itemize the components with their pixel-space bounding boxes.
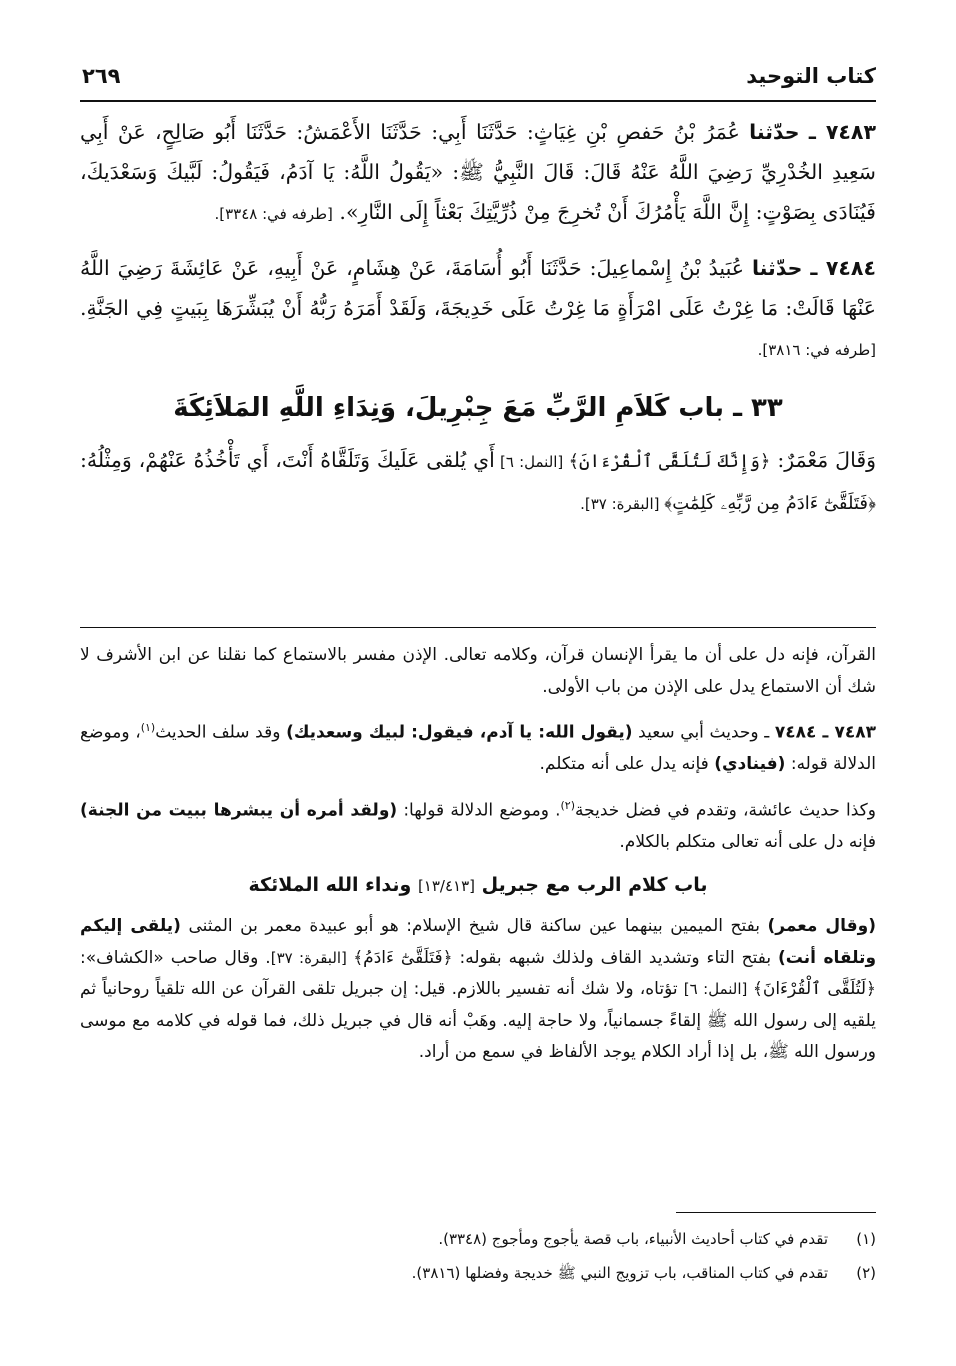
commentary-paragraph bbox=[80, 712, 876, 781]
verse-reference: [النمل: ٦] bbox=[683, 980, 753, 999]
footnote-text: تقدم في كتاب أحاديث الأنبياء، باب قصة يأجوج ومأجوج (٣٣٤٨). bbox=[438, 1230, 828, 1248]
footnote-divider bbox=[676, 1212, 876, 1213]
commentary-text: ـ وحديث أبي سعيد bbox=[632, 722, 775, 743]
volume-page-reference: [١٣/٤١٣] bbox=[417, 877, 475, 896]
page-number: ٢٦٩ bbox=[82, 64, 121, 88]
commentary-text: بفتح التاء وتشديد القاف ولذلك شبهه بقوله: bbox=[452, 947, 779, 968]
quoted-phrase: (ولقد أمره أن يبشرها ببيت من الجنة) bbox=[80, 800, 398, 821]
commentary bbox=[80, 640, 876, 1069]
quran-verse: ﴿فَتَلَقَّىٰٓ ءَادَمُ﴾ bbox=[353, 947, 453, 968]
quoted-phrase: (فينادي) bbox=[714, 754, 786, 775]
quran-verse: ﴿وَإِنَّكَ لَتُلَقَّى ٱلْقُرْءَانَ﴾ bbox=[568, 451, 771, 472]
quoted-phrase: (يلقى إليكم وتلقاه أنت) bbox=[80, 916, 877, 968]
hadith-lead: حدّثنا bbox=[749, 120, 800, 144]
hadith-cross-reference: [طرفه في: ٣٣٤٨]. bbox=[214, 205, 333, 223]
commentary-text: وكذا حديث عائشة، وتقدم في فضل خديجة bbox=[575, 800, 876, 821]
chapter-title: ٣٣ ـ باب كَلاَمِ الرَّبِّ مَعَ جِبْرِيلَ، وَنِدَاءِ اللَّهِ المَلاَئِكَةَ bbox=[173, 393, 783, 423]
commentary-chapter-heading bbox=[80, 868, 876, 903]
hadith-numbers: ٧٤٨٣ ـ ٧٤٨٤ bbox=[774, 722, 876, 743]
chapter-intro-text: وَقَالَ مَعْمَرٌ: bbox=[770, 448, 877, 472]
commentary-text: ، وموضع الدلالة قوله: bbox=[80, 722, 876, 775]
quran-verse: ﴿لَتُلَقَّى ٱلْقُرْءَانَ﴾ bbox=[752, 979, 876, 1000]
commentary-text: تؤتاه، ولا شك أنه تفسير باللازم. قيل: إن جبريل تلقى القرآن عن الله تلقياً روحانياً ثم يلقيه إلى رسول الله ﷺ إلقاءً جسمانياً، ولا حاجة إليه. وهَبْ أنه قال في جبريل ذلك، فما قوله في كلامه مع موسى ورسول الله ﷺ، بل إذا أراد الكلام يوجد الألفاظ في سمع من أراد. bbox=[80, 979, 876, 1063]
footnote bbox=[80, 1222, 876, 1256]
footnote-number: (١) bbox=[856, 1230, 876, 1248]
chapter-intro bbox=[80, 440, 876, 524]
main-text bbox=[80, 112, 876, 524]
hadith-text: عُمَرُ بْنُ حَفصِ بْنِ غِيَاثٍ: حَدَّثَنَا أَبِي: حَدَّثَنَا الأَعْمَشُ: حَدَّثَنَا أَبُو صَالِحٍ، عَنْ أَبِي سَعِيدِ الخُدْرِيِّ رَضِيَ اللَّهُ عَنْهُ قَالَ: قَالَ النَّبِيُّ ﷺ: «يَقُولُ اللَّهُ: يَا آدَمُ، فَيَقُولُ: لَبَّيكَ وَسَعْدَيكَ، فَيُنَادَى بِصَوْتٍ: إِنَّ اللَّهَ يَأْمُرُكَ أَنْ تُخرِجَ مِنْ ذُرِّيَّتِكَ بَعْثاً إِلَى النَّارِ». bbox=[80, 120, 876, 224]
heading-text: باب كلام الرب مع جبريل bbox=[475, 874, 708, 897]
hadith-7483 bbox=[80, 112, 876, 234]
quoted-phrase: (وقال معمر) bbox=[767, 916, 876, 937]
verse-reference: [البقرة: ٣٧]. bbox=[580, 495, 665, 513]
hadith-7484 bbox=[80, 248, 876, 370]
quoted-phrase: (يقول الله: يا آدم، فيقول: لبيك وسعديك) bbox=[286, 722, 633, 743]
commentary-text: بفتح الميمين بينهما عين ساكنة قال شيخ الإسلام: هو أبو عبيدة معمر بن المثنى bbox=[180, 916, 768, 937]
commentary-text: فإنه يدل على أنه متكلم. bbox=[539, 754, 715, 775]
commentary-paragraph: القرآن، فإنه دل على أن ما يقرأ الإنسان قرآن، وكلامه تعالى. الإذن مفسر بالاستماع كما نقلنا عن ابن الأشرف لا شك أن الاستماع يدل على الإذن من باب الأولى. bbox=[80, 645, 876, 697]
commentary-divider bbox=[80, 627, 876, 628]
commentary-text: وقد سلف الحديث bbox=[155, 722, 287, 743]
footnote-number: (٢) bbox=[856, 1264, 876, 1282]
footnote-text: تقدم في كتاب المناقب، باب تزويج النبي ﷺ خديجة وفضلها (٣٨١٦). bbox=[411, 1264, 828, 1282]
header-divider bbox=[80, 100, 876, 102]
verse-reference: [النمل: ٦] bbox=[494, 453, 569, 471]
quran-verse: ﴿فَتَلَقَّىٰٓ ءَادَمُ مِن رَّبِّهِۦ كَلِمَٰتٍ﴾ bbox=[664, 493, 876, 514]
hadith-number: ٧٤٨٤ ـ bbox=[810, 256, 876, 280]
hadith-lead: حدّثنا bbox=[751, 256, 803, 280]
hadith-text: عُبَيدُ بْنُ إِسْماعِيلَ: حَدَّثَنَا أَبُو أُسَامَةَ، عَنْ هِشَامٍ، عَنْ أَبِيهِ، عَنْ عَائِشَةَ رَضِيَ اللَّهُ عَنْهَا قَالَتْ: مَا غِرْتُ عَلَى امْرَأَةٍ مَا غِرْتُ عَلَى خَدِيجَةَ، وَلَقَدْ أَمَرَهُ رَبُّهُ أَنْ يُبَشِّرَهَا بِبَيتٍ فِي الجَنَّةِ. bbox=[80, 256, 876, 320]
running-header bbox=[82, 58, 876, 94]
footnotes bbox=[80, 1222, 876, 1290]
commentary-paragraph bbox=[80, 790, 876, 859]
book-title: كتاب التوحيد bbox=[746, 64, 876, 88]
heading-text: ونداء الله الملائكة bbox=[248, 874, 418, 897]
verse-reference: [البقرة: ٣٧] bbox=[270, 948, 354, 967]
commentary-text: فإنه دل على أنه تعالى متكلم بالكلام. bbox=[619, 831, 876, 852]
footnote bbox=[80, 1256, 876, 1290]
chapter-intro-text: أَي يُلقى عَلَيكَ وَتَلَقَّاهُ أَنْتَ، أَي تَأْخُذُهُ عَنْهُمْ، وَمِثْلُهُ: bbox=[80, 448, 495, 472]
hadith-number: ٧٤٨٣ ـ bbox=[808, 120, 876, 144]
commentary-text: . وقال صاحب «الكشاف»: bbox=[80, 947, 271, 968]
footnote-marker[interactable]: (١) bbox=[140, 721, 156, 734]
footnote-marker[interactable]: (٢) bbox=[560, 798, 576, 812]
commentary-text: . وموضع الدلالة قولها: bbox=[397, 800, 561, 821]
commentary-paragraph bbox=[80, 911, 876, 1069]
hadith-cross-reference: [طرفه في: ٣٨١٦]. bbox=[757, 341, 876, 359]
